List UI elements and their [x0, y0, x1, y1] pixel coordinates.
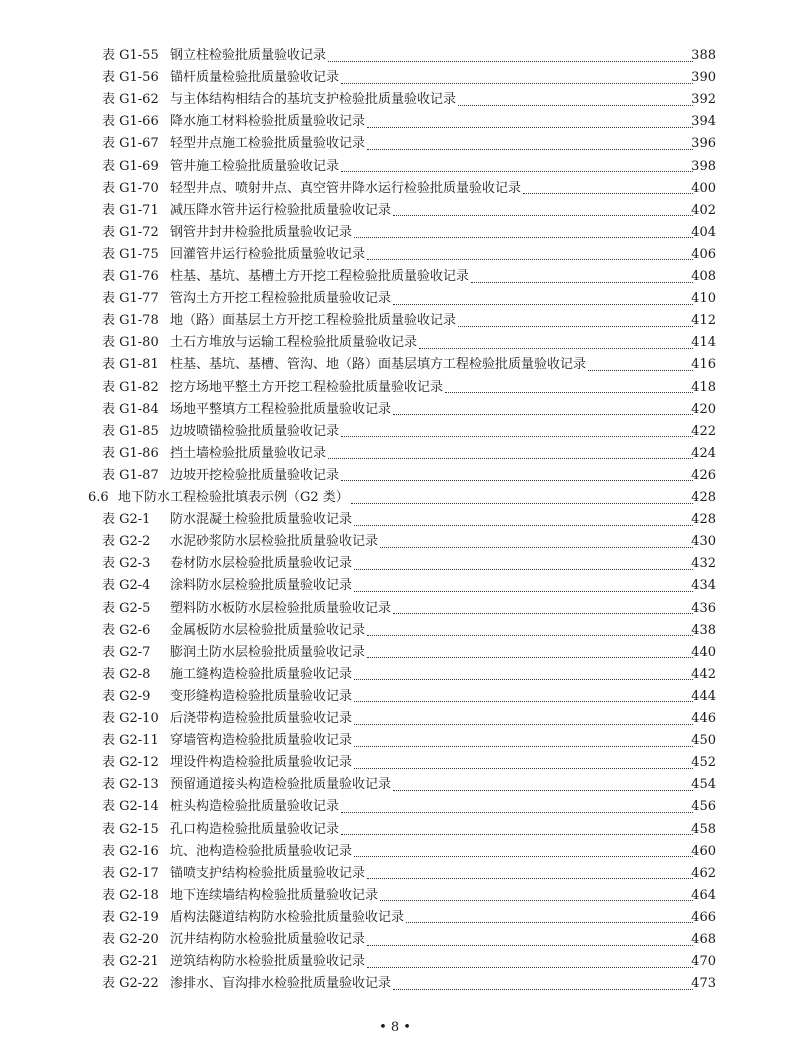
toc-page-number: 466	[691, 909, 716, 925]
toc-title-wrap	[170, 973, 695, 995]
toc-page-number: 436	[691, 600, 716, 616]
toc-title-wrap	[170, 332, 695, 354]
toc-entry	[0, 841, 790, 863]
toc-code: 表 G2-20	[102, 932, 159, 947]
toc-leader-dots	[354, 227, 693, 238]
toc-title-wrap	[170, 266, 695, 288]
toc-title-wrap	[170, 310, 695, 332]
toc-entry	[0, 111, 790, 133]
toc-title-wrap	[170, 156, 695, 178]
toc-code: 表 G2-3	[102, 556, 151, 572]
toc-page-number: 458	[691, 821, 716, 837]
toc-title-wrap	[170, 89, 695, 111]
toc-page-number: 424	[691, 445, 716, 461]
toc-title-wrap	[170, 664, 695, 686]
toc-leader-dots	[367, 868, 693, 879]
toc-entry	[0, 951, 790, 973]
toc-title: 穿墙管构造检验批质量验收记录	[170, 733, 353, 749]
toc-leader-dots	[351, 493, 693, 504]
toc-title-wrap	[170, 443, 695, 465]
toc-code: 表 G1-56	[102, 70, 159, 86]
toc-entry	[0, 708, 790, 730]
toc-title: 钢管井封井检验批质量验收记录	[170, 224, 353, 240]
toc-page-number: 444	[691, 688, 716, 704]
toc-title: 膨润土防水层检验批质量验收记录	[170, 644, 366, 660]
toc-title-wrap	[170, 951, 695, 973]
toc-page-number: 410	[691, 291, 716, 307]
toc-page-number: 460	[691, 843, 716, 859]
toc-leader-dots	[367, 625, 693, 636]
toc-title-wrap	[170, 244, 695, 266]
toc-title: 柱基、基坑、基槽、管沟、地（路）面基层填方工程检验批质量验收记录	[170, 357, 587, 373]
toc-leader-dots	[445, 382, 693, 393]
toc-leader-dots	[393, 205, 693, 216]
toc-page-number: 468	[691, 932, 716, 947]
toc-leader-dots	[367, 117, 693, 128]
toc-title: 钢立柱检验批质量验收记录	[170, 48, 327, 63]
toc-page-number: 428	[691, 512, 716, 528]
toc-page-number: 426	[691, 467, 716, 483]
toc-code: 表 G1-82	[102, 379, 159, 395]
toc-title-wrap	[170, 708, 695, 730]
toc-title: 逆筑结构防水检验批质量验收记录	[170, 954, 366, 970]
toc-title-wrap	[170, 796, 695, 818]
toc-leader-dots	[471, 272, 693, 283]
toc-title-wrap	[170, 841, 695, 863]
toc-title-wrap	[170, 399, 695, 421]
toc-page-number: 438	[691, 622, 716, 638]
toc-code: 表 G1-85	[102, 423, 159, 439]
toc-code: 表 G2-7	[102, 644, 151, 660]
toc-title: 降水施工材料检验批质量验收记录	[170, 114, 366, 130]
toc-title-wrap	[170, 642, 695, 664]
toc-code: 表 G1-72	[102, 224, 159, 240]
toc-title: 孔口构造检验批质量验收记录	[170, 821, 340, 837]
toc-page-number: 428	[691, 490, 716, 505]
toc-entry	[0, 686, 790, 708]
toc-page-number: 432	[691, 556, 716, 572]
toc-title-wrap	[170, 907, 695, 929]
toc-title: 防水混凝土检验批质量验收记录	[170, 512, 353, 528]
toc-title: 埋设件构造检验批质量验收记录	[170, 755, 353, 771]
toc-entry	[0, 156, 790, 178]
toc-page-number: 440	[691, 644, 716, 660]
toc-entry	[0, 133, 790, 155]
toc-code: 表 G1-76	[102, 269, 159, 284]
toc-entry	[0, 796, 790, 818]
toc-entry	[0, 222, 790, 244]
toc-page-number: 406	[691, 246, 716, 262]
toc-leader-dots	[341, 802, 693, 813]
toc-code: 表 G1-75	[102, 246, 159, 262]
toc-title-wrap	[170, 774, 695, 796]
toc-code: 表 G2-9	[102, 688, 151, 704]
toc-entry	[0, 288, 790, 310]
toc-leader-dots	[354, 581, 693, 592]
toc-title: 锚杆质量检验批质量验收记录	[170, 70, 340, 86]
toc-title-wrap	[170, 178, 695, 200]
toc-leader-dots	[367, 249, 693, 260]
toc-entry	[0, 774, 790, 796]
toc-page-number: 454	[691, 777, 716, 793]
toc-title: 涂料防水层检验批质量验收记录	[170, 578, 353, 594]
toc-entry	[0, 310, 790, 332]
toc-page-number: 446	[691, 711, 716, 726]
toc-title: 施工缝构造检验批质量验收记录	[170, 666, 353, 682]
toc-page-number: 464	[691, 887, 716, 903]
toc-page-number: 418	[691, 379, 716, 395]
toc-code: 表 G2-11	[102, 733, 159, 749]
toc-entry	[0, 443, 790, 465]
toc-entry	[0, 244, 790, 266]
toc-section	[0, 487, 790, 509]
toc-code: 表 G2-17	[102, 865, 159, 881]
toc-entry	[0, 465, 790, 487]
toc-code: 表 G2-22	[102, 976, 159, 992]
toc-page-number: 434	[691, 578, 716, 594]
toc-leader-dots	[367, 935, 693, 946]
toc-code: 表 G2-19	[102, 909, 159, 925]
toc-leader-dots	[354, 846, 693, 857]
toc-title-wrap	[170, 288, 695, 310]
toc-title-wrap	[170, 752, 695, 774]
toc-code: 表 G1-69	[102, 158, 159, 174]
toc-leader-dots	[588, 360, 693, 371]
toc-title: 柱基、基坑、基槽土方开挖工程检验批质量验收记录	[170, 269, 470, 284]
toc-title-wrap	[170, 575, 695, 597]
toc-entry	[0, 730, 790, 752]
toc-title: 地下连续墙结构检验批质量验收记录	[170, 887, 379, 903]
toc-code: 表 G1-86	[102, 445, 159, 461]
toc-leader-dots	[328, 448, 693, 459]
toc-title: 边坡开挖检验批质量验收记录	[170, 467, 340, 483]
toc-leader-dots	[458, 316, 693, 327]
toc-entry	[0, 929, 790, 951]
toc-title: 水泥砂浆防水层检验批质量验收记录	[170, 534, 379, 550]
toc-code: 表 G1-87	[102, 467, 159, 483]
toc-leader-dots	[341, 73, 693, 84]
toc-leader-dots	[393, 603, 693, 614]
toc-entry	[0, 178, 790, 200]
toc-title: 塑料防水板防水层检验批质量验收记录	[170, 600, 392, 616]
toc-page-number: 400	[691, 180, 716, 196]
toc-page-number: 412	[691, 313, 716, 329]
toc-entry	[0, 907, 790, 929]
toc-leader-dots	[367, 139, 693, 150]
toc-code: 表 G1-80	[102, 335, 159, 351]
toc-entry	[0, 399, 790, 421]
toc-code: 表 G1-55	[102, 48, 159, 63]
toc-title-wrap	[170, 67, 695, 89]
toc-leader-dots	[380, 890, 693, 901]
toc-title-wrap	[170, 465, 695, 487]
toc-title: 卷材防水层检验批质量验收记录	[170, 556, 353, 572]
toc-entry	[0, 200, 790, 222]
toc-code: 表 G2-1	[102, 512, 151, 528]
toc-leader-dots	[393, 404, 693, 415]
toc-entry	[0, 266, 790, 288]
toc-title-wrap	[170, 222, 695, 244]
toc-leader-dots	[393, 294, 693, 305]
toc-leader-dots	[328, 51, 693, 62]
toc-title-wrap	[170, 354, 695, 376]
toc-entry	[0, 332, 790, 354]
toc-entry	[0, 752, 790, 774]
toc-title: 与主体结构相结合的基坑支护检验批质量验收记录	[170, 92, 457, 108]
toc-entry	[0, 67, 790, 89]
toc-leader-dots	[419, 338, 693, 349]
toc-entry	[0, 973, 790, 995]
toc-title: 盾构法隧道结构防水检验批质量验收记录	[170, 909, 405, 925]
toc-title: 金属板防水层检验批质量验收记录	[170, 622, 366, 638]
toc-entry	[0, 863, 790, 885]
toc-title: 桩头构造检验批质量验收记录	[170, 799, 340, 815]
toc-leader-dots	[367, 957, 693, 968]
toc-code: 表 G2-10	[102, 711, 159, 726]
page-number: • 8 •	[379, 1020, 411, 1035]
toc-page-number: 390	[691, 70, 716, 86]
toc-title-wrap	[170, 929, 695, 951]
toc-title: 轻型井点施工检验批质量验收记录	[170, 136, 366, 152]
toc-page-number: 392	[691, 92, 716, 108]
toc-leader-dots	[341, 161, 693, 172]
toc-leader-dots	[458, 95, 693, 106]
toc-leader-dots	[354, 714, 693, 725]
toc-code: 表 G2-5	[102, 600, 151, 616]
toc-title-wrap	[170, 885, 695, 907]
toc-title: 地（路）面基层土方开挖工程检验批质量验收记录	[170, 313, 457, 329]
toc-code: 表 G1-71	[102, 202, 159, 218]
toc-title: 边坡喷锚检验批质量验收记录	[170, 423, 340, 439]
toc-title-wrap	[170, 686, 695, 708]
toc-page-number: 473	[691, 976, 716, 992]
toc-leader-dots	[341, 824, 693, 835]
toc-page-number: 422	[691, 423, 716, 439]
toc-entry	[0, 642, 790, 664]
toc-entry	[0, 377, 790, 399]
toc-code: 表 G2-21	[102, 954, 159, 970]
toc-title: 土石方堆放与运输工程检验批质量验收记录	[170, 335, 418, 351]
toc-page-number: 420	[691, 401, 716, 417]
toc-leader-dots	[393, 979, 693, 990]
toc-leader-dots	[380, 537, 693, 548]
toc-page-number: 408	[691, 269, 716, 284]
toc-page-number: 414	[691, 335, 716, 351]
toc-entry	[0, 531, 790, 553]
toc-title: 预留通道接头构造检验批质量验收记录	[170, 777, 392, 793]
toc-entry	[0, 553, 790, 575]
toc-code: 表 G2-15	[102, 821, 159, 837]
toc-code: 表 G1-70	[102, 180, 159, 196]
toc-page-number: 398	[691, 158, 716, 174]
toc-page-number: 394	[691, 114, 716, 130]
toc-entry	[0, 421, 790, 443]
toc-entry	[0, 664, 790, 686]
toc-code: 表 G2-4	[102, 578, 151, 594]
toc-title-wrap	[118, 487, 695, 509]
toc-leader-dots	[354, 758, 693, 769]
toc-code: 表 G1-77	[102, 291, 159, 307]
toc-page-number: 388	[691, 48, 716, 63]
toc-leader-dots	[393, 780, 693, 791]
toc-code: 表 G1-78	[102, 313, 159, 329]
toc-entry	[0, 354, 790, 376]
toc-title: 锚喷支护结构检验批质量验收记录	[170, 865, 366, 881]
toc-title-wrap	[170, 598, 695, 620]
toc-code: 6.6	[88, 490, 109, 505]
toc-code: 表 G2-12	[102, 755, 159, 771]
toc-entry	[0, 598, 790, 620]
toc-leader-dots	[354, 736, 693, 747]
toc-code: 表 G2-18	[102, 887, 159, 903]
toc-code: 表 G1-67	[102, 136, 159, 152]
toc-title: 挖方场地平整土方开挖工程检验批质量验收记录	[170, 379, 444, 395]
toc-title: 挡土墙检验批质量验收记录	[170, 445, 327, 461]
toc-page-number: 462	[691, 865, 716, 881]
toc-title: 轻型井点、喷射井点、真空管井降水运行检验批质量验收记录	[170, 180, 522, 196]
toc-title: 场地平整填方工程检验批质量验收记录	[170, 401, 392, 417]
toc-entry	[0, 89, 790, 111]
toc-title: 坑、池构造检验批质量验收记录	[170, 843, 353, 859]
toc-code: 表 G1-62	[102, 92, 159, 108]
toc-title-wrap	[170, 531, 695, 553]
toc-leader-dots	[367, 647, 693, 658]
toc-entry	[0, 620, 790, 642]
toc-leader-dots	[341, 470, 693, 481]
toc-page-number: 404	[691, 224, 716, 240]
toc-title-wrap	[170, 377, 695, 399]
toc-page-number: 442	[691, 666, 716, 682]
toc-entry	[0, 819, 790, 841]
toc-title: 减压降水管井运行检验批质量验收记录	[170, 202, 392, 218]
toc-code: 表 G2-8	[102, 666, 151, 682]
toc-code: 表 G2-13	[102, 777, 159, 793]
toc-page-number: 456	[691, 799, 716, 815]
toc-title-wrap	[170, 553, 695, 575]
toc-code: 表 G1-66	[102, 114, 159, 130]
toc-title-wrap	[170, 421, 695, 443]
toc-code: 表 G2-16	[102, 843, 159, 859]
toc-title-wrap	[170, 863, 695, 885]
toc-page-number: 450	[691, 733, 716, 749]
toc-leader-dots	[341, 426, 693, 437]
toc-title: 地下防水工程检验批填表示例（G2 类）	[118, 490, 349, 505]
toc-title-wrap	[170, 509, 695, 531]
toc-title: 管沟土方开挖工程检验批质量验收记录	[170, 291, 392, 307]
toc-leader-dots	[354, 669, 693, 680]
toc-leader-dots	[406, 912, 693, 923]
toc-leader-dots	[523, 183, 693, 194]
toc-title-wrap	[170, 200, 695, 222]
toc-entry	[0, 885, 790, 907]
toc-title-wrap	[170, 133, 695, 155]
toc-leader-dots	[354, 691, 693, 702]
toc-page-number: 430	[691, 534, 716, 550]
toc-page-number: 470	[691, 954, 716, 970]
toc-page-number: 416	[691, 357, 716, 373]
toc-title-wrap	[170, 45, 695, 67]
toc-code: 表 G1-84	[102, 401, 159, 417]
toc-title-wrap	[170, 620, 695, 642]
toc-title: 后浇带构造检验批质量验收记录	[170, 711, 353, 726]
toc-title: 回灌管井运行检验批质量验收记录	[170, 246, 366, 262]
toc-code: 表 G2-2	[102, 534, 151, 550]
toc-page-number: 396	[691, 136, 716, 152]
toc-page-number: 452	[691, 755, 716, 771]
toc-title: 管井施工检验批质量验收记录	[170, 158, 340, 174]
toc-code: 表 G2-6	[102, 622, 151, 638]
toc-title: 渗排水、盲沟排水检验批质量验收记录	[170, 976, 392, 992]
toc-entry	[0, 509, 790, 531]
toc-leader-dots	[354, 515, 693, 526]
toc-title-wrap	[170, 730, 695, 752]
toc-title: 变形缝构造检验批质量验收记录	[170, 688, 353, 704]
toc-title-wrap	[170, 111, 695, 133]
toc-leader-dots	[354, 559, 693, 570]
toc-code: 表 G1-81	[102, 357, 159, 373]
toc-page-number: 402	[691, 202, 716, 218]
toc-title-wrap	[170, 819, 695, 841]
toc-entry	[0, 45, 790, 67]
toc-entry	[0, 575, 790, 597]
toc-title: 沉井结构防水检验批质量验收记录	[170, 932, 366, 947]
toc-code: 表 G2-14	[102, 799, 159, 815]
